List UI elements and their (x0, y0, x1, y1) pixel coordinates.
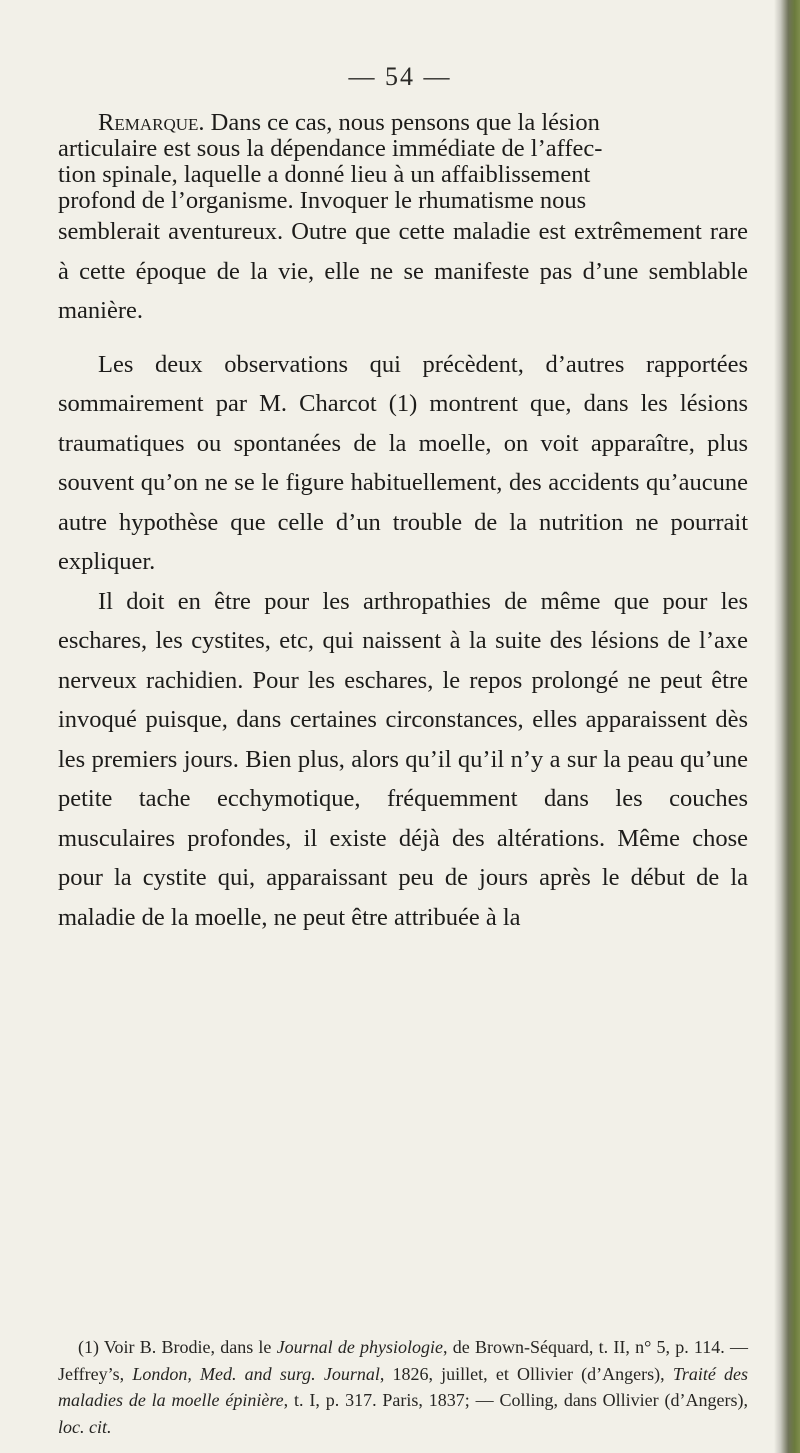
paragraph-remarque-continued: semblerait aventureux. Outre que cette maladie est extrêmement rare à cette époque de la vie, elle ne se manifeste pas d’une semblable manière. (58, 218, 748, 324)
paragraph-observations: Les deux observations qui précèdent, d’autres rapportées sommairement par M. Charcot (1) montrent que, dans les lésions traumatiques ou spontanées de la moelle, on voit apparaître, plus souvent qu’on ne se le figure habituellement, des accidents qu’aucune autre hypothèse que celle d’un trouble de la nutrition ne pourrait expliquer. (58, 350, 748, 575)
page-number: — 54 — (348, 62, 452, 91)
footnote-text: (1) Voir B. Brodie, dans le (78, 1337, 277, 1357)
paragraph-line: tion spinale, laquelle a donné lieu à un affaiblissement (58, 161, 591, 188)
footnote-book-title: Traité des maladies de la moelle épinière (58, 1363, 748, 1410)
paragraph-arthropathies: Il doit en être pour les arthropathies de même que pour les eschares, les cystites, etc, qui naissent à la suite des lésions de l’axe nerveux rachidien. Pour les eschares, le repos prolongé ne peut être invoqué puisque, dans certaines circonstances, elles apparaissent dès les premiers jours. Bien plus, alors qu’il qu’il n’y a sur la peau qu’une petite tache ecchymotique, fréquemment dans les couches musculaires profondes, il existe déjà des altérations. Même chose pour la cystite qui, apparaissant peu de jours après le début de la maladie de la moelle, ne peut être attribuée à la (58, 587, 748, 931)
footnote-text: , 1826, juillet, et Ollivier (d’Angers), (379, 1363, 673, 1384)
footnote-1 (58, 1334, 748, 1440)
book-binding-edge (774, 0, 800, 1453)
text-line: Dans ce cas, nous pensons que la lésion (210, 109, 600, 136)
footnotes (58, 1334, 748, 1440)
footnote-journal-title: Journal de physiologie (276, 1337, 444, 1357)
main-text (58, 212, 748, 937)
paragraph-remarque-opening (58, 110, 748, 214)
paragraph-line: profond de l’organisme. Invoquer le rhumatisme nous (58, 187, 587, 214)
footnote-journal-title: London, Med. and surg. Journal (132, 1363, 380, 1384)
footnote-text: , de Brown-Séquard, t. II, n° 5, p. 114. —Jeffrey’s, (58, 1337, 748, 1384)
footnote-loc-cit: loc. cit. (58, 1416, 112, 1437)
remarque-label: Remarque. (98, 109, 205, 136)
paragraph-line (58, 110, 748, 136)
paragraph-line: articulaire est sous la dépendance immédiate de l’affec- (58, 135, 603, 162)
footnote-text: , t. I, p. 317. Paris, 1837; — Colling, dans Ollivier (d’Angers), (283, 1390, 748, 1410)
